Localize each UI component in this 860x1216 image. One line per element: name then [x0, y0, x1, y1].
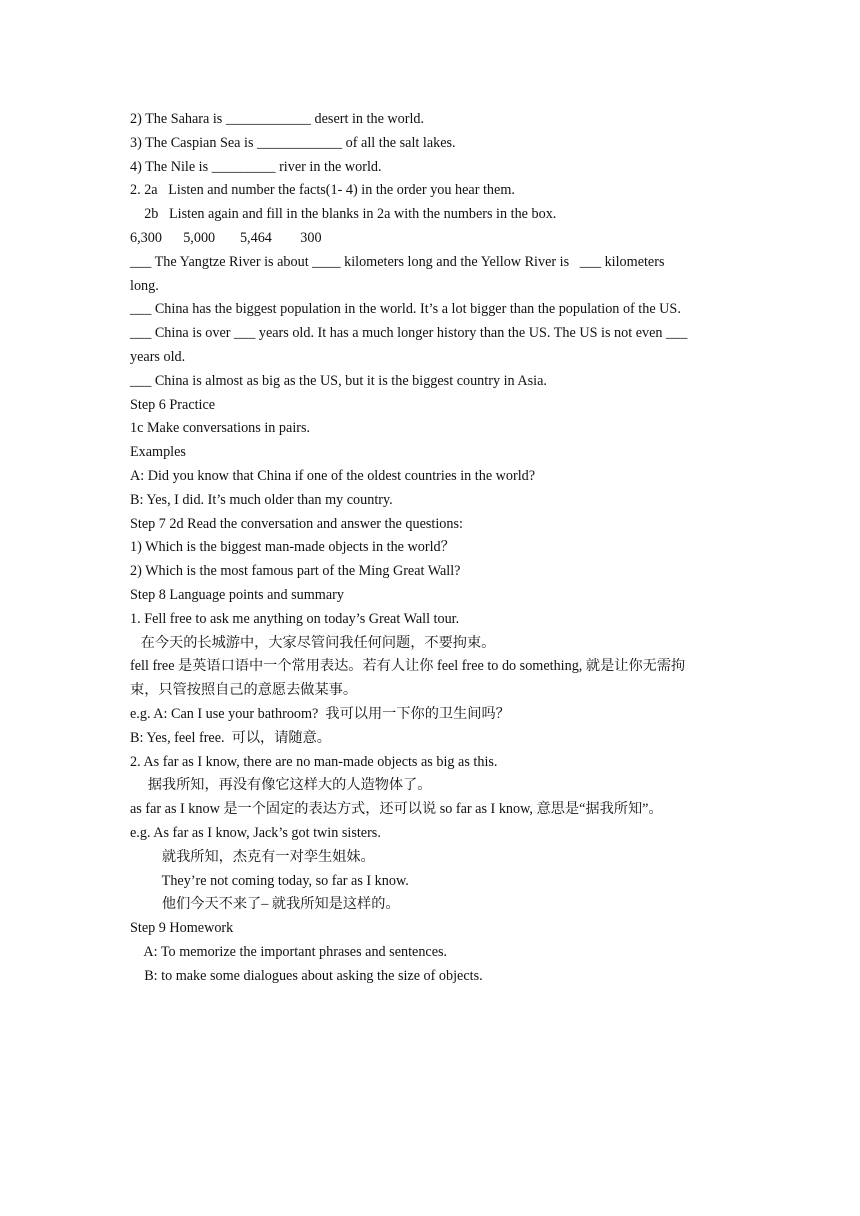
text-line: 束，只管按照自己的意愿去做某事。 [130, 682, 358, 699]
text-line: long. [130, 277, 159, 294]
text-line: fell free 是英语口语中一个常用表达。若有人让你 feel free to do something, 就是让你无需拘 [130, 658, 686, 675]
document-body [130, 108, 730, 988]
text-line: ___ China has the biggest population in the world. It’s a lot bigger than the population of the US. [130, 301, 681, 318]
text-line: ___ China is almost as big as the US, but it is the biggest country in Asia. [130, 372, 547, 389]
text-line: years old. [130, 348, 186, 365]
text-line: 1. Fell free to ask me anything on today’s Great Wall tour. [130, 610, 460, 627]
text-line: 1c Make conversations in pairs. [130, 420, 311, 437]
text-line: 他们今天不来了– 就我所知是这样的。 [130, 896, 400, 913]
section-heading: Step 6 Practice [130, 396, 216, 413]
text-line: 2. 2a Listen and number the facts(1- 4) in the order you hear them. [130, 182, 515, 199]
text-line: A: To memorize the important phrases and sentences. [130, 943, 448, 960]
number-box-line: 6,300 5,000 5,464 300 [130, 229, 322, 246]
text-line: B: to make some dialogues about asking the size of objects. [130, 967, 483, 984]
section-heading: Step 8 Language points and summary [130, 586, 344, 603]
text-line: 2) Which is the most famous part of the Ming Great Wall? [130, 563, 461, 580]
text-line: 据我所知，再没有像它这样大的人造物体了。 [130, 777, 432, 794]
text-line: 2b Listen again and fill in the blanks in 2a with the numbers in the box. [130, 206, 557, 223]
text-line: 4) The Nile is _________ river in the world. [130, 158, 382, 175]
text-line: ___ The Yangtze River is about ____ kilometers long and the Yellow River is ___ kilometers [130, 253, 665, 270]
text-line: ___ China is over ___ years old. It has a much longer history than the US. The US is not even ___ [130, 325, 688, 342]
text-line: 在今天的长城游中，大家尽管问我任何问题，不要拘束。 [130, 634, 496, 651]
text-line: as far as I know 是一个固定的表达方式，还可以说 so far as I know, 意思是“据我所知”。 [130, 801, 663, 818]
text-line: e.g. A: Can I use your bathroom? 我可以用一下你的卫生间吗？ [130, 705, 510, 722]
text-line: 2) The Sahara is ____________ desert in the world. [130, 111, 425, 127]
section-heading: Step 9 Homework [130, 920, 234, 937]
text-line: 1) Which is the biggest man-made objects in the world？ [130, 539, 455, 556]
text-line: They’re not coming today, so far as I know. [130, 872, 409, 889]
text-line: 2. As far as I know, there are no man-made objects as big as this. [130, 753, 498, 770]
text-line: B: Yes, I did. It’s much older than my country. [130, 491, 393, 508]
text-line: A: Did you know that China if one of the oldest countries in the world? [130, 467, 536, 484]
section-heading: Step 7 2d Read the conversation and answer the questions: [130, 515, 463, 532]
text-line: e.g. As far as I know, Jack’s got twin sisters. [130, 824, 381, 841]
text-line: 就我所知，杰克有一对孪生姐妹。 [130, 848, 375, 865]
text-line: 3) The Caspian Sea is ____________ of all the salt lakes. [130, 134, 456, 151]
text-line: B: Yes, feel free. 可以，请随意。 [130, 729, 331, 746]
text-line: Examples [130, 444, 186, 461]
